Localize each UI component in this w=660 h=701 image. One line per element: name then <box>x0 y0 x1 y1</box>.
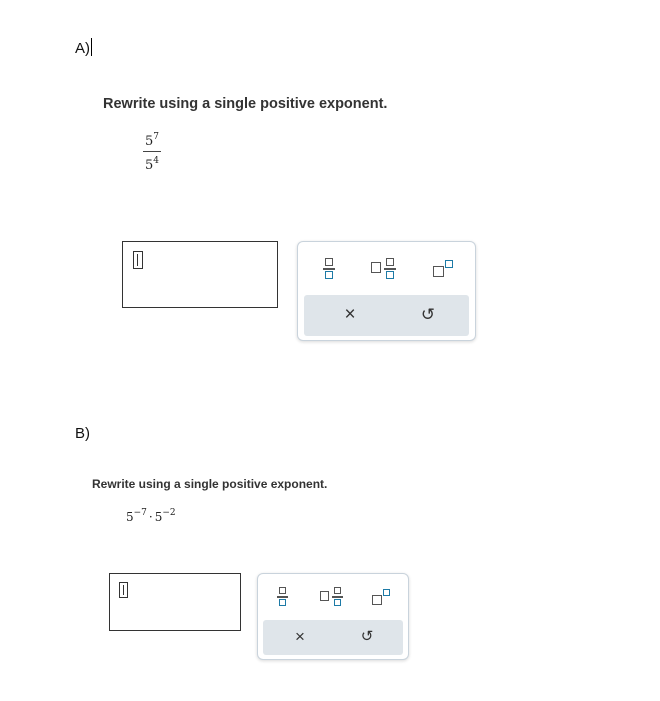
fraction-bar <box>143 151 161 152</box>
section-b-label: B) <box>75 425 90 442</box>
answer-input-a[interactable] <box>122 241 278 308</box>
input-cursor <box>119 582 128 598</box>
close-icon: × <box>295 627 305 646</box>
undo-icon: ↺ <box>420 305 436 324</box>
exponent-tool-button[interactable] <box>430 256 460 284</box>
section-a-label: A) <box>75 40 90 57</box>
undo-button[interactable] <box>416 305 440 325</box>
numerator: $5^7$ <box>144 132 159 149</box>
undo-button[interactable] <box>356 628 378 646</box>
exponent-tool-button[interactable] <box>370 586 396 610</box>
section-a-heading <box>75 38 92 57</box>
close-icon: × <box>344 304 356 325</box>
math-palette-b <box>257 573 409 660</box>
clear-button[interactable] <box>338 305 362 325</box>
fraction-tool-button[interactable] <box>275 586 293 610</box>
undo-icon: ↺ <box>360 628 374 645</box>
palette-action-bar <box>304 295 469 336</box>
mixed-number-tool-button[interactable] <box>368 256 400 284</box>
fraction <box>143 130 161 173</box>
section-a-expression <box>143 130 161 173</box>
palette-action-bar <box>263 620 403 655</box>
section-b-prompt: Rewrite using a single positive exponent. <box>92 477 328 491</box>
section-b-heading <box>75 425 90 442</box>
math-palette-a <box>297 241 476 341</box>
denominator: $5^4$ <box>144 156 159 173</box>
mixed-number-tool-button[interactable] <box>318 586 346 610</box>
section-b-expression: $5^{-7} \cdot 5^{-2}$ <box>126 508 176 524</box>
answer-input-b[interactable] <box>109 573 241 631</box>
text-caret <box>91 38 92 56</box>
section-a-prompt: Rewrite using a single positive exponent. <box>103 96 388 112</box>
clear-button[interactable] <box>289 628 311 646</box>
fraction-tool-button[interactable] <box>320 256 340 284</box>
input-cursor <box>133 251 143 269</box>
